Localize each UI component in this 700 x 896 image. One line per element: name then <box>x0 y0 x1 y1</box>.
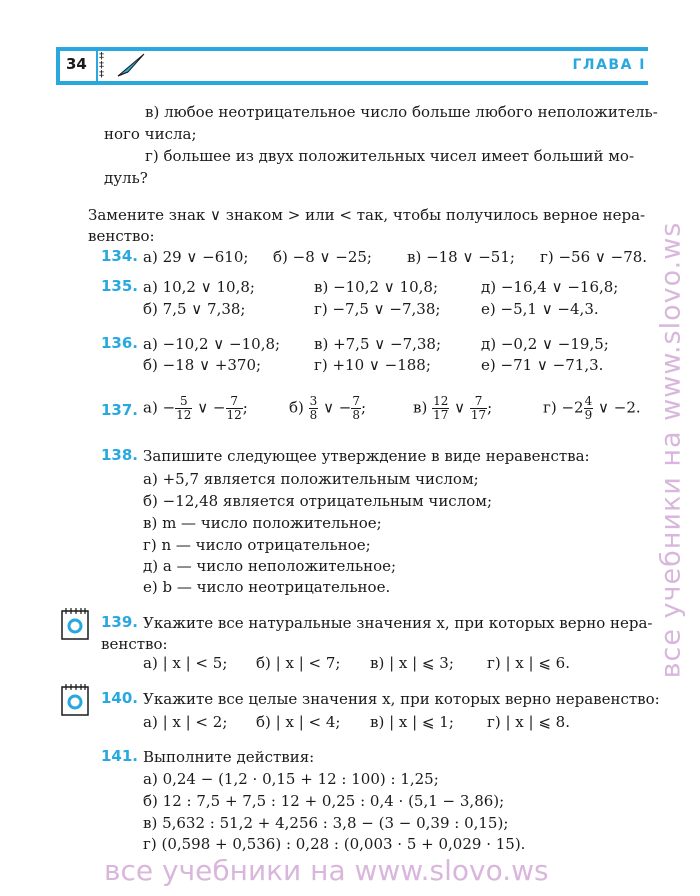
numerator: 7 <box>352 394 361 408</box>
denominator: 8 <box>309 408 318 422</box>
denominator: 17 <box>433 408 449 422</box>
fraction <box>309 395 319 422</box>
p137-b-prefix: б) <box>289 398 309 417</box>
p137-g-prefix: г) −2 <box>543 398 584 417</box>
p135-g: г) −7,5 ∨ −7,38; <box>314 300 441 318</box>
p135-e: е) −5,1 ∨ −4,3. <box>481 300 599 318</box>
problem-number-141: 141. <box>101 747 139 765</box>
problem-number-135: 135. <box>101 277 139 295</box>
header-inner <box>60 51 648 81</box>
denominator: 17 <box>470 408 487 422</box>
p134-v: в) −18 ∨ −51; <box>407 248 515 266</box>
p138-item-e: е) b — число неотрицательное. <box>143 578 391 596</box>
fraction <box>584 395 594 422</box>
p136-v: в) +7,5 ∨ −7,38; <box>314 335 442 353</box>
p138-item-v: в) m — число положительное; <box>143 514 382 532</box>
p139-a: а) | x | < 5; <box>143 654 228 672</box>
p140-b: б) | x | < 4; <box>256 713 341 731</box>
chapter-title: ГЛАВА I <box>572 57 646 73</box>
fraction <box>175 395 192 422</box>
p141-item-b: б) 12 : 7,5 + 7,5 : 12 + 0,25 : 0,4 · (5,1 − 3,86); <box>143 792 505 810</box>
p141-item-g: г) (0,598 + 0,536) : 0,28 : (0,003 · 5 + 0,029 · 15). <box>143 835 526 853</box>
p141-item-v: в) 5,632 : 51,2 + 4,256 : 3,8 − (3 − 0,39 : 0,15); <box>143 814 509 832</box>
p140-g: г) | x | ⩽ 8. <box>487 713 570 731</box>
p137-v <box>413 395 492 422</box>
p140-a: а) | x | < 2; <box>143 713 228 731</box>
numerator: 12 <box>433 394 449 408</box>
p137-v-mid: ∨ <box>449 398 470 417</box>
p136-b: б) −18 ∨ +370; <box>143 356 262 374</box>
page-header <box>0 0 700 100</box>
watermark-vertical <box>651 120 691 780</box>
problem-number-140: 140. <box>101 689 139 707</box>
p141-item-a: а) 0,24 − (1,2 · 0,15 + 12 : 100) : 1,25; <box>143 770 439 788</box>
numerator: 4 <box>584 394 593 408</box>
p137-g <box>543 395 641 422</box>
intro-v-line2: ного числа; <box>104 125 197 143</box>
p137-a-mid: ∨ − <box>192 398 226 417</box>
fraction <box>470 395 487 422</box>
numerator: 7 <box>470 395 487 409</box>
watermark-vertical-text: все учебники на www.slovo.ws <box>655 221 687 679</box>
denominator: 8 <box>352 408 361 422</box>
p136-a: а) −10,2 ∨ −10,8; <box>143 335 281 353</box>
page-number: 34 <box>66 55 87 73</box>
p140-v: в) | x | ⩽ 1; <box>370 713 454 731</box>
p139-b: б) | x | < 7; <box>256 654 341 672</box>
p139-line1: Укажите все натуральные значения x, при которых верно нера- <box>143 614 653 632</box>
p136-d: д) −0,2 ∨ −19,5; <box>481 335 609 353</box>
p135-a: а) 10,2 ∨ 10,8; <box>143 278 255 296</box>
watermark-bottom: все учебники на www.slovo.ws <box>104 854 549 887</box>
p137-g-end: ∨ −2. <box>593 398 641 417</box>
numerator: 7 <box>226 395 243 409</box>
denominator: 12 <box>226 408 242 422</box>
instruction-line2: венство: <box>88 227 155 245</box>
intro-g-line1: г) большее из двух положительных чисел имеет больший мо- <box>145 147 635 165</box>
p136-e: е) −71 ∨ −71,3. <box>481 356 604 374</box>
p137-b <box>289 395 366 422</box>
p138-title: Запишите следующее утверждение в виде неравенства: <box>143 447 590 465</box>
instruction-line1: Замените знак ∨ знаком > или < так, чтобы получилось верное нера- <box>88 206 646 224</box>
intro-v-line1: в) любое неотрицательное число больше любого неположитель- <box>145 103 658 121</box>
spiral-icon: ‡ ‡ ‡ <box>99 51 104 80</box>
p134-g: г) −56 ∨ −78. <box>540 248 648 266</box>
p137-v-prefix: в) <box>413 398 433 417</box>
p138-item-a: а) +5,7 является положительным числом; <box>143 470 479 488</box>
p138-item-d: д) a — число неположительное; <box>143 557 397 575</box>
p137-v-end: ; <box>487 398 493 417</box>
numerator: 3 <box>309 394 318 408</box>
p138-item-b: б) −12,48 является отрицательным числом; <box>143 492 492 510</box>
p141-title: Выполните действия: <box>143 748 315 766</box>
p135-b: б) 7,5 ∨ 7,38; <box>143 300 246 318</box>
notebook-icon <box>60 607 90 641</box>
problem-number-136: 136. <box>101 334 139 352</box>
numerator: 5 <box>175 395 192 409</box>
p137-b-mid: ∨ − <box>318 398 352 417</box>
fraction <box>226 395 243 422</box>
pen-icon <box>116 52 146 78</box>
problem-number-137: 137. <box>101 401 139 419</box>
p137-a-end: ; <box>242 398 248 417</box>
p139-v: в) | x | ⩽ 3; <box>370 654 454 672</box>
p135-v: в) −10,2 ∨ 10,8; <box>314 278 438 296</box>
p138-item-g: г) n — число отрицательное; <box>143 536 371 554</box>
p139-line2: венство: <box>101 635 168 653</box>
denominator: 9 <box>584 408 593 422</box>
intro-g-line2: дуль? <box>104 169 148 187</box>
problem-number-139: 139. <box>101 613 139 631</box>
notebook-icon <box>60 683 90 717</box>
p137-b-end: ; <box>361 398 367 417</box>
p135-d: д) −16,4 ∨ −16,8; <box>481 278 619 296</box>
p134-a: а) 29 ∨ −610; <box>143 248 249 266</box>
p134-b: б) −8 ∨ −25; <box>273 248 372 266</box>
p137-a <box>143 395 248 422</box>
problem-number-138: 138. <box>101 446 139 464</box>
p136-g: г) +10 ∨ −188; <box>314 356 431 374</box>
p137-a-prefix: а) − <box>143 398 176 417</box>
problem-number-134: 134. <box>101 247 139 265</box>
denominator: 12 <box>176 408 192 422</box>
p139-g: г) | x | ⩽ 6. <box>487 654 570 672</box>
fraction <box>432 395 449 422</box>
p140-line1: Укажите все целые значения x, при которых верно неравенство: <box>143 690 660 708</box>
fraction <box>351 395 361 422</box>
